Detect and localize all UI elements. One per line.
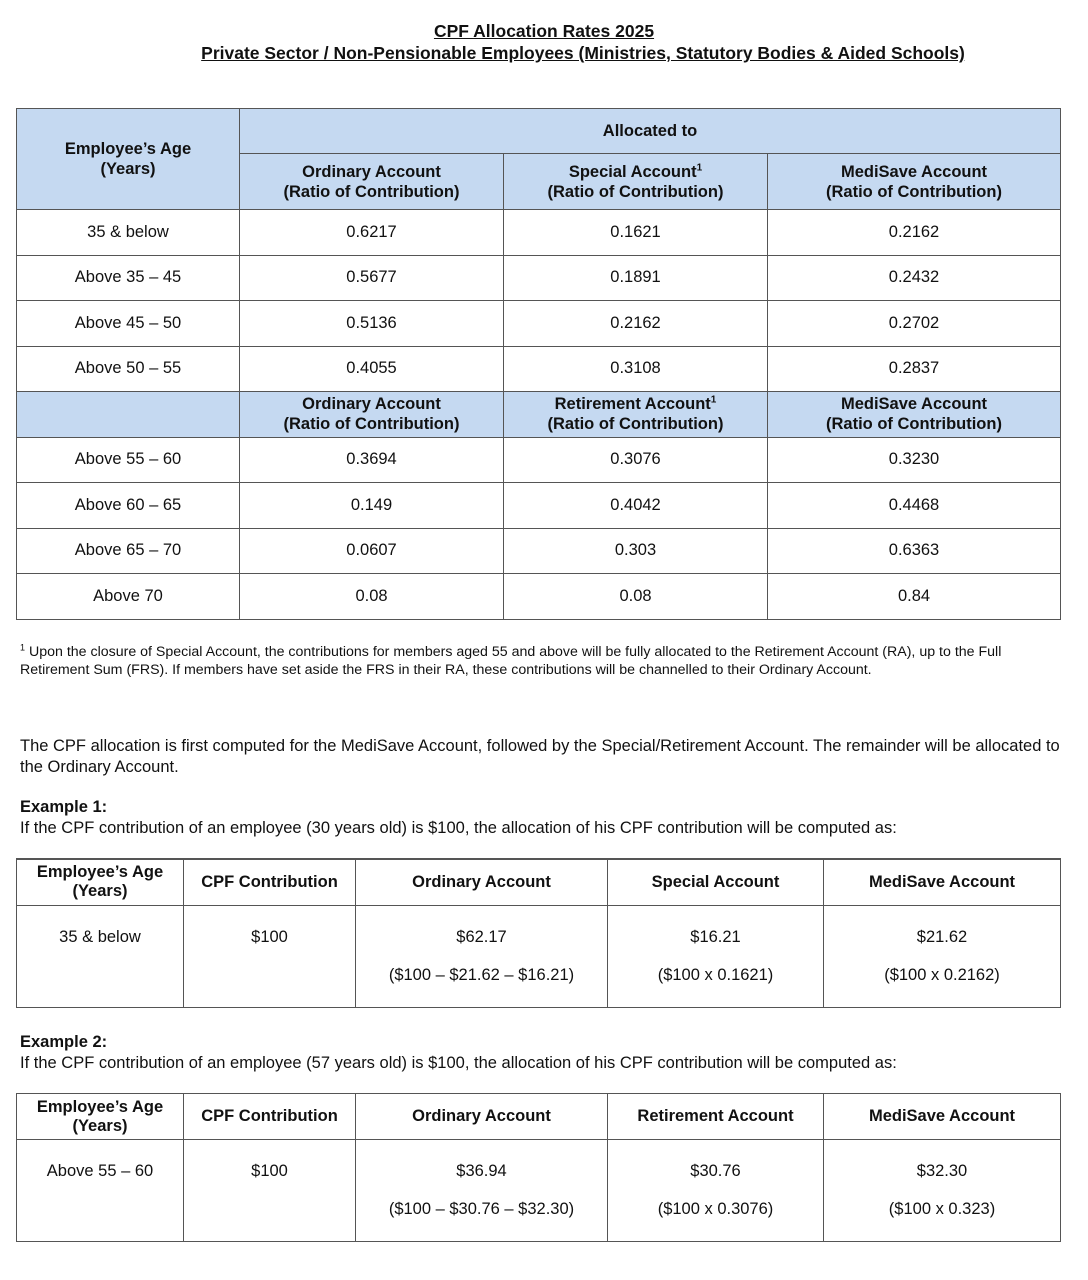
ex1-oa-calc: ($100 – $21.62 – $16.21)	[388, 965, 575, 984]
ex2-ma-amount: $32.30	[916, 1162, 968, 1180]
footnote-mark: 1	[20, 642, 26, 653]
oa-ratio-cell: 0.6217	[240, 210, 504, 256]
ex1-oa-cell	[356, 905, 608, 1007]
ex2-header-age-line2: (Years)	[72, 1116, 128, 1135]
ex1-sa-calc: ($100 x 0.1621)	[657, 965, 774, 984]
header-sa-label: Special Account	[568, 162, 697, 181]
ex2-header-age-line1: Employee’s Age	[36, 1097, 164, 1116]
ex1-oa-amount: $62.17	[456, 927, 507, 946]
oa-ratio-cell: 0.4055	[240, 346, 504, 392]
ra-ratio-cell: 0.303	[504, 528, 768, 574]
age-header	[17, 109, 240, 210]
oa-ratio-cell: 0.0607	[240, 528, 504, 574]
ma-ratio-cell: 0.6363	[768, 528, 1061, 574]
age-header-line2: (Years)	[100, 160, 156, 178]
age-cell: 35 & below	[17, 210, 240, 256]
header-oa-label: Ordinary Account	[302, 395, 441, 414]
example-2-label: Example 2:	[20, 1033, 108, 1051]
age-cell: Above 45 – 50	[17, 301, 240, 347]
empty-header-cell	[17, 392, 240, 438]
header-medisave-account-post55	[768, 392, 1061, 438]
footnote-mark: 1	[696, 162, 703, 173]
ex2-ra-cell	[608, 1140, 824, 1242]
ex1-header-age	[17, 859, 184, 905]
ma-ratio-cell: 0.4468	[768, 483, 1061, 529]
ma-ratio-cell: 0.2432	[768, 255, 1061, 301]
ma-ratio-cell: 0.2702	[768, 301, 1061, 347]
intro-paragraph: The CPF allocation is first computed for the MediSave Account, followed by the Special/Retirement Account. The remainder will be allocated to the Ordinary Account.	[20, 737, 1060, 776]
table-row	[17, 301, 1061, 347]
header-ma-sublabel: (Ratio of Contribution)	[826, 415, 1002, 434]
example-1-table	[16, 858, 1061, 1008]
ex2-header-retirement: Retirement Account	[608, 1094, 824, 1140]
ra-ratio-cell: 0.4042	[504, 483, 768, 529]
ex2-header-age	[17, 1094, 184, 1140]
ex1-header-contribution: CPF Contribution	[184, 859, 356, 905]
ex2-header-contribution: CPF Contribution	[184, 1094, 356, 1140]
example-2-table	[16, 1093, 1061, 1242]
example-1-heading	[20, 797, 897, 838]
ex2-ma-cell	[824, 1140, 1061, 1242]
ra-ratio-cell: 0.08	[504, 574, 768, 620]
ex2-contribution-cell: $100	[184, 1140, 356, 1242]
ex1-sa-amount: $16.21	[690, 927, 741, 946]
ex1-ma-amount: $21.62	[916, 927, 968, 946]
header-ma-sublabel: (Ratio of Contribution)	[826, 182, 1002, 201]
age-header-line1: Employee’s Age	[64, 140, 192, 158]
age-cell: Above 55 – 60	[17, 437, 240, 483]
title-line-2: Private Sector / Non-Pensionable Employees (Ministries, Statutory Bodies & Aided Schools)	[201, 43, 965, 63]
example-1-text: If the CPF contribution of an employee (30 years old) is $100, the allocation of his CPF contribution will be computed as:	[20, 818, 897, 837]
ex2-ra-amount: $30.76	[690, 1162, 741, 1180]
document-title	[0, 20, 1088, 64]
example-1-label: Example 1:	[20, 798, 108, 816]
ex1-header-special: Special Account	[608, 859, 824, 905]
header-oa-label: Ordinary Account	[302, 162, 441, 181]
ex1-age-cell: 35 & below	[17, 905, 184, 1007]
header-ordinary-account-post55	[240, 392, 504, 438]
ex1-sa-cell	[608, 905, 824, 1007]
ex2-oa-cell	[356, 1140, 608, 1242]
header-oa-sublabel: (Ratio of Contribution)	[283, 415, 460, 434]
oa-ratio-cell: 0.5677	[240, 255, 504, 301]
age-cell: Above 35 – 45	[17, 255, 240, 301]
table-row	[17, 1140, 1061, 1242]
header-ordinary-account	[240, 154, 504, 210]
oa-ratio-cell: 0.08	[240, 574, 504, 620]
ma-ratio-cell: 0.3230	[768, 437, 1061, 483]
footnote-text: Upon the closure of Special Account, the contributions for members aged 55 and above will be fully allocated to the Retirement Account (RA), up to the Full Retirement Sum (FRS). If members have set aside the FRS in their RA, these contributions will be channelled to their Ordinary Account.	[20, 644, 1002, 678]
ma-ratio-cell: 0.84	[768, 574, 1061, 620]
oa-ratio-cell: 0.3694	[240, 437, 504, 483]
ma-ratio-cell: 0.2837	[768, 346, 1061, 392]
age-cell: Above 70	[17, 574, 240, 620]
table-row	[17, 905, 1061, 1007]
ex2-oa-amount: $36.94	[456, 1162, 507, 1180]
table-row	[17, 255, 1061, 301]
header-sa-sublabel: (Ratio of Contribution)	[547, 182, 724, 201]
ex1-ma-cell	[824, 905, 1061, 1007]
ma-ratio-cell: 0.2162	[768, 210, 1061, 256]
header-ma-label: MediSave Account	[840, 395, 988, 414]
table-row	[17, 210, 1061, 256]
ex1-contribution-cell: $100	[184, 905, 356, 1007]
ex2-oa-calc: ($100 – $30.76 – $32.30)	[388, 1200, 575, 1218]
header-ra-sublabel: (Ratio of Contribution)	[547, 415, 724, 434]
title-line-1: CPF Allocation Rates 2025	[433, 21, 655, 41]
table-row	[17, 528, 1061, 574]
ex2-header-ordinary: Ordinary Account	[356, 1094, 608, 1140]
ex1-header-ordinary: Ordinary Account	[356, 859, 608, 905]
oa-ratio-cell: 0.149	[240, 483, 504, 529]
sa-ratio-cell: 0.2162	[504, 301, 768, 347]
ex1-ma-calc: ($100 x 0.2162)	[884, 965, 1000, 984]
header-special-account	[504, 154, 768, 210]
header-ma-label: MediSave Account	[840, 162, 988, 181]
ra-ratio-cell: 0.3076	[504, 437, 768, 483]
ex2-ma-calc: ($100 x 0.323)	[888, 1200, 996, 1218]
ex2-age-cell: Above 55 – 60	[17, 1140, 184, 1242]
sa-ratio-cell: 0.1891	[504, 255, 768, 301]
allocated-to-header: Allocated to	[240, 109, 1061, 154]
footnote-mark: 1	[710, 394, 717, 406]
footnote	[20, 644, 1010, 679]
ex1-header-medisave: MediSave Account	[824, 859, 1061, 905]
header-oa-sublabel: (Ratio of Contribution)	[283, 182, 460, 201]
ex1-header-age-line1: Employee’s Age	[36, 863, 164, 882]
table-row	[17, 483, 1061, 529]
sa-ratio-cell: 0.3108	[504, 346, 768, 392]
oa-ratio-cell: 0.5136	[240, 301, 504, 347]
ex1-header-age-line2: (Years)	[72, 882, 128, 901]
ex2-header-medisave: MediSave Account	[824, 1094, 1061, 1140]
header-medisave-account	[768, 154, 1061, 210]
table-row	[17, 574, 1061, 620]
table-row	[17, 437, 1061, 483]
table-row	[17, 346, 1061, 392]
age-cell: Above 65 – 70	[17, 528, 240, 574]
age-cell: Above 50 – 55	[17, 346, 240, 392]
sa-ratio-cell: 0.1621	[504, 210, 768, 256]
ex2-ra-calc: ($100 x 0.3076)	[657, 1200, 774, 1218]
header-ra-label: Retirement Account	[554, 395, 711, 414]
allocation-rates-table	[16, 108, 1061, 620]
header-retirement-account	[504, 392, 768, 438]
example-2-heading	[20, 1032, 897, 1073]
example-2-text: If the CPF contribution of an employee (57 years old) is $100, the allocation of his CPF contribution will be computed as:	[20, 1053, 897, 1072]
age-cell: Above 60 – 65	[17, 483, 240, 529]
